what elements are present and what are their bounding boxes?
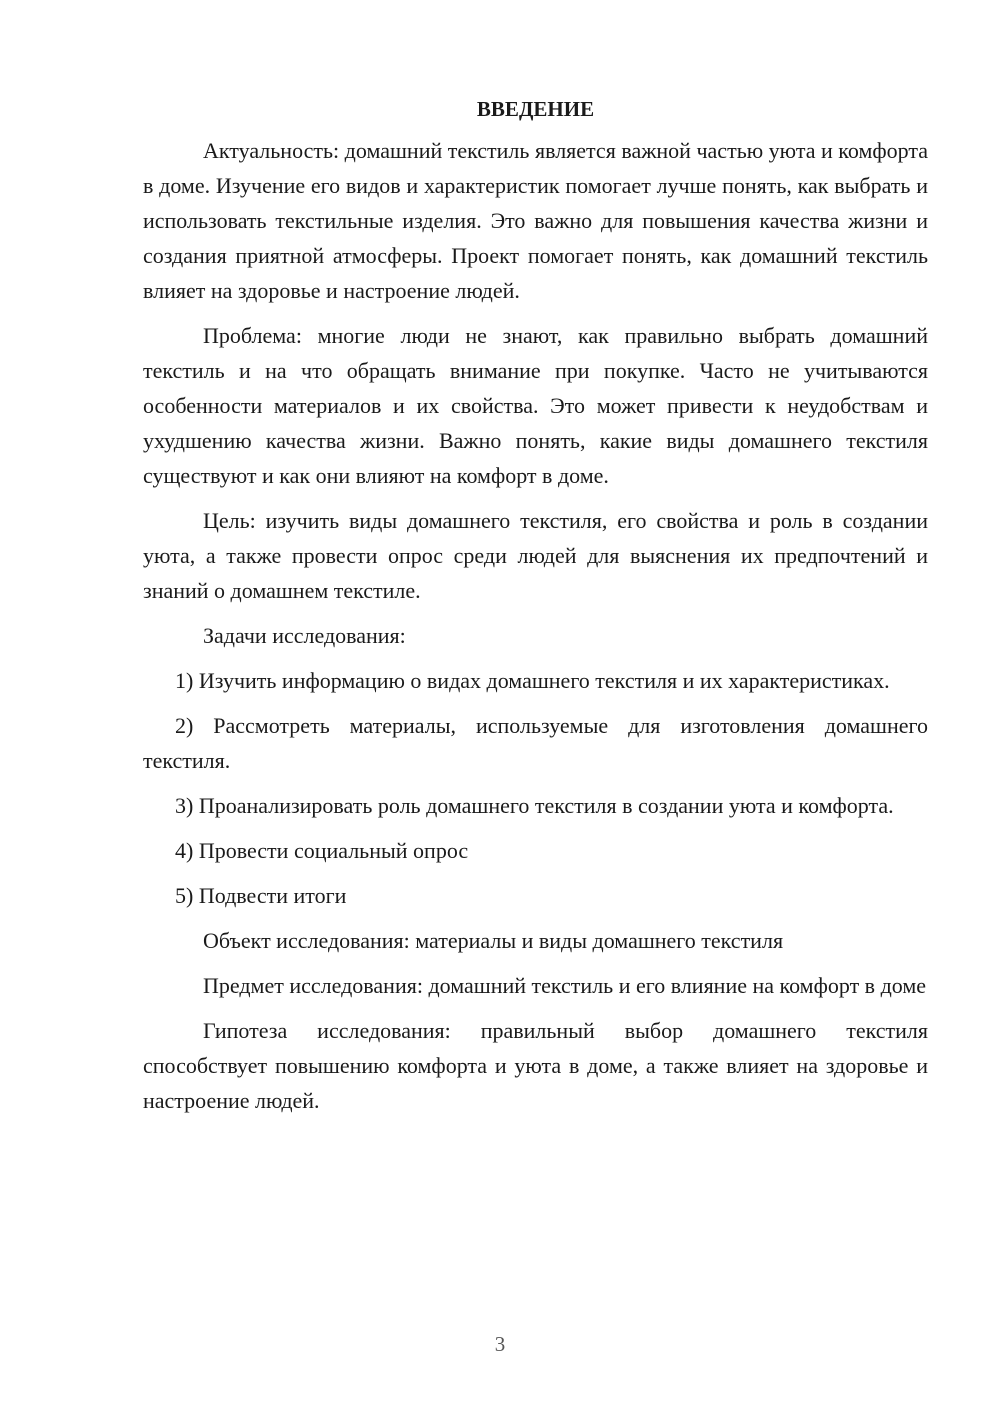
goal-paragraph: Цель: изучить виды домашнего текстиля, его свойства и роль в создании уюта, а также провести опрос среди людей для выяснения их предпочтений и знаний о домашнем текстиле. [143,508,928,603]
task-item: 1) Изучить информацию о видах домашнего текстиля и их характеристиках. [175,668,890,693]
document-page [143,94,928,1128]
task-item: 3) Проанализировать роль домашнего текстиля в создании уюта и комфорта. [175,793,894,818]
section-title: ВВЕДЕНИЕ [476,97,595,121]
page-number: 3 [494,1332,506,1356]
problem-paragraph: Проблема: многие люди не знают, как правильно выбрать домашний текстиль и на что обращать внимание при покупке. Часто не учитываются особенности материалов и их свойства. Это может привести к неудобствам и ухудшению качества жизни. Важно понять, какие виды домашнего текстиля существуют и как они влияют на комфорт в доме. [143,323,928,488]
tasks-heading: Задачи исследования: [203,623,406,648]
task-item: 5) Подвести итоги [175,883,347,908]
task-item: 4) Провести социальный опрос [175,838,469,863]
task-item: 2) Рассмотреть материалы, используемые для изготовления домашнего текстиля. [143,713,928,773]
hypothesis-paragraph: Гипотеза исследования: правильный выбор домашнего текстиля способствует повышению комфорта и уюта в доме, а также влияет на здоровье и настроение людей. [143,1018,928,1113]
relevance-paragraph: Актуальность: домашний текстиль является важной частью уюта и комфорта в доме. Изучение его видов и характеристик помогает лучше понять, как выбрать и использовать текстильные изделия. Это важно для повышения качества жизни и создания приятной атмосферы. Проект помогает понять, как домашний текстиль влияет на здоровье и настроение людей. [143,138,928,303]
subject-paragraph: Предмет исследования: домашний текстиль и его влияние на комфорт в доме [203,973,927,998]
object-paragraph: Объект исследования: материалы и виды домашнего текстиля [203,928,784,953]
